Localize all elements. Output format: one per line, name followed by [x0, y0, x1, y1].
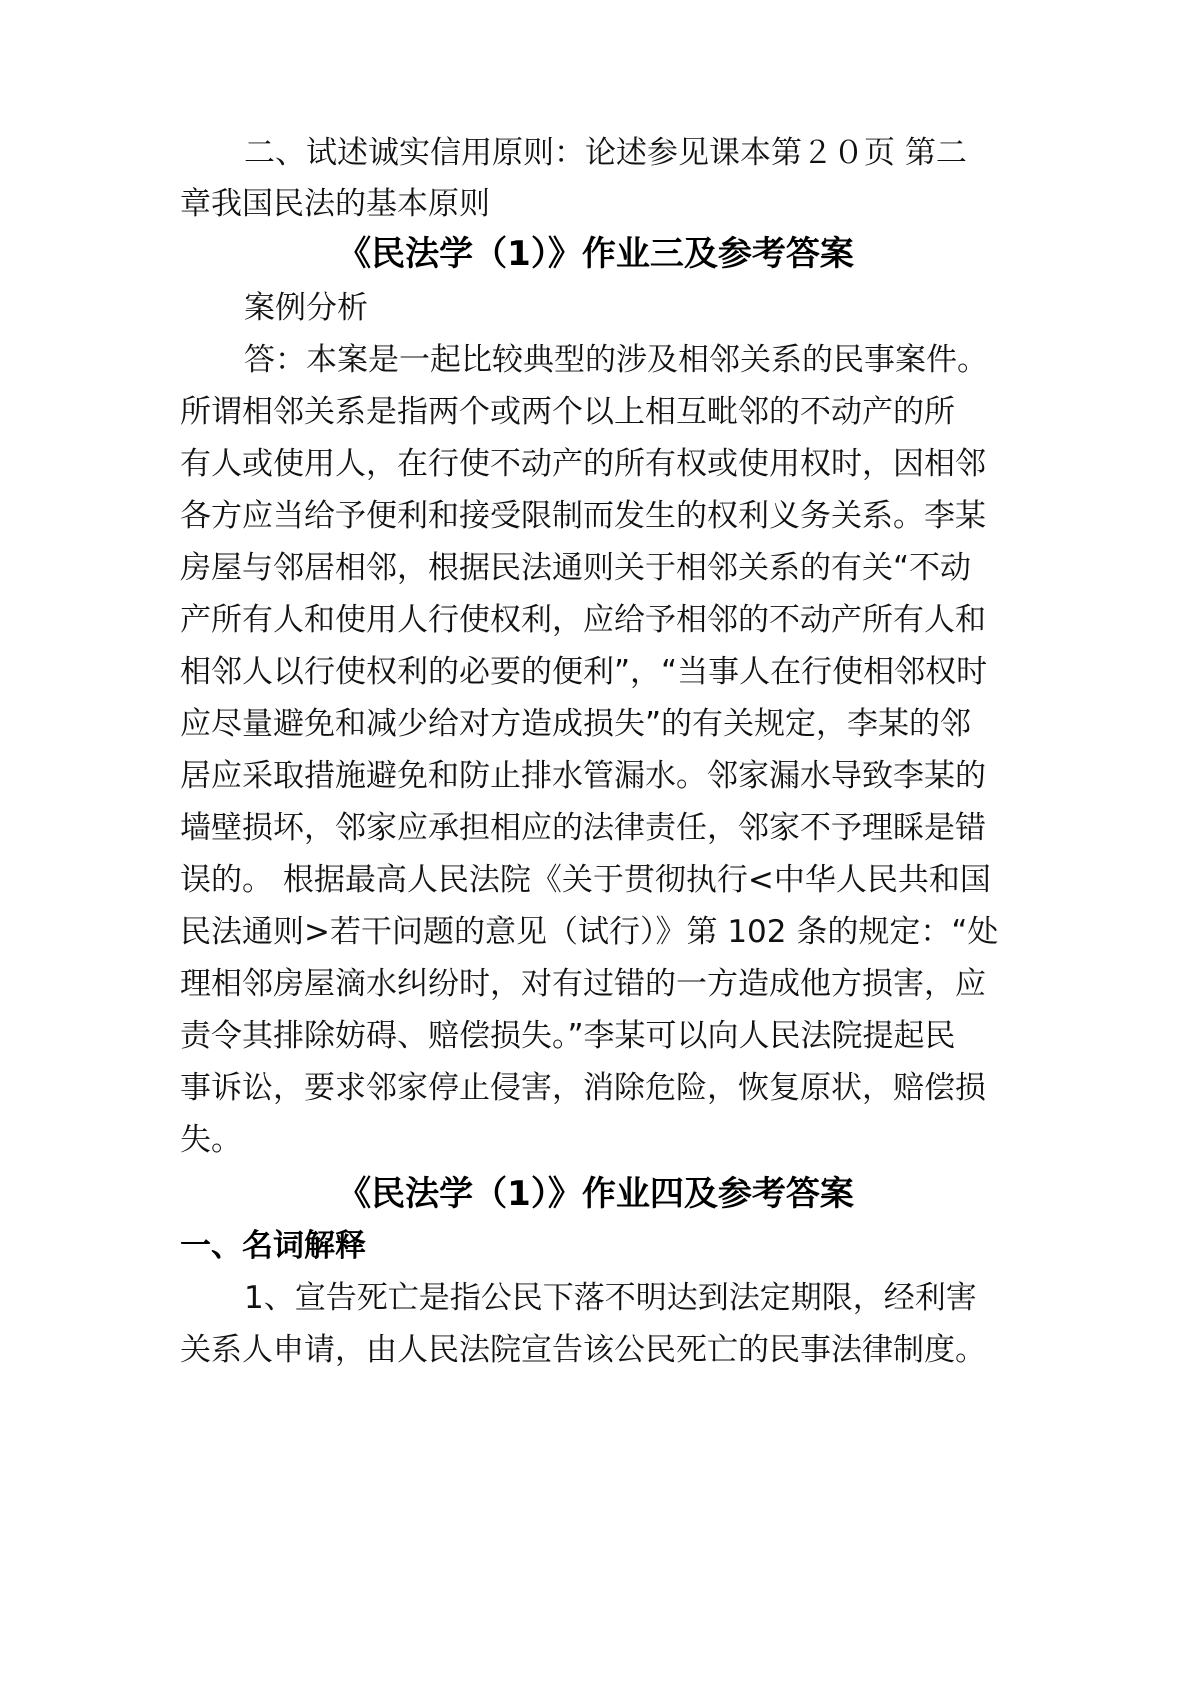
- answer-line: 答：本案是一起比较典型的涉及相邻关系的民事案件。: [244, 342, 988, 378]
- assignment-three-title: 《民法学（1）》作业三及参考答案: [337, 234, 854, 274]
- assignment-four-title: 《民法学（1）》作业四及参考答案: [337, 1174, 854, 1214]
- term-item-line: 关系人申请，由人民法院宣告该公民死亡的民事法律制度。: [180, 1332, 986, 1368]
- answer-line: 有人或使用人，在行使不动产的所有权或使用权时，因相邻: [180, 446, 986, 482]
- section-two-line-2: 章我国民法的基本原则: [180, 186, 490, 222]
- answer-line: 房屋与邻居相邻，根据民法通则关于相邻关系的有关“不动: [180, 550, 972, 586]
- section-two-line-1: 二、试述诚实信用原则：论述参见课本第２０页 第二: [244, 135, 967, 171]
- answer-line: 失。: [180, 1122, 242, 1158]
- answer-line: 相邻人以行使权利的必要的便利”，“当事人在行使相邻权时: [180, 654, 988, 690]
- answer-line: 理相邻房屋滴水纠纷时，对有过错的一方造成他方损害，应: [180, 966, 986, 1002]
- terms-explanation-heading: 一、名词解释: [180, 1228, 366, 1264]
- answer-line: 应尽量避免和减少给对方造成损失”的有关规定，李某的邻: [180, 706, 972, 742]
- answer-line: 所谓相邻关系是指两个或两个以上相互毗邻的不动产的所: [180, 394, 955, 430]
- term-item-line: 1、宣告死亡是指公民下落不明达到法定期限，经利害: [244, 1280, 977, 1316]
- answer-line: 居应采取措施避免和防止排水管漏水。邻家漏水导致李某的: [180, 758, 986, 794]
- answer-line: 墙壁损坏，邻家应承担相应的法律责任，邻家不予理睬是错: [180, 810, 986, 846]
- answer-line: 民法通则>若干问题的意见（试行）》第 102 条的规定：“处: [180, 914, 999, 950]
- case-analysis-subheading: 案例分析: [244, 290, 368, 326]
- answer-line: 责令其排除妨碍、赔偿损失。”李某可以向人民法院提起民: [180, 1018, 956, 1054]
- answer-line: 各方应当给予便利和接受限制而发生的权利义务关系。李某: [180, 498, 986, 534]
- answer-line: 误的。 根据最高人民法院《关于贯彻执行<中华人民共和国: [180, 862, 991, 898]
- answer-line: 事诉讼，要求邻家停止侵害，消除危险，恢复原状，赔偿损: [180, 1070, 986, 1106]
- answer-line: 产所有人和使用人行使权利，应给予相邻的不动产所有人和: [180, 602, 986, 638]
